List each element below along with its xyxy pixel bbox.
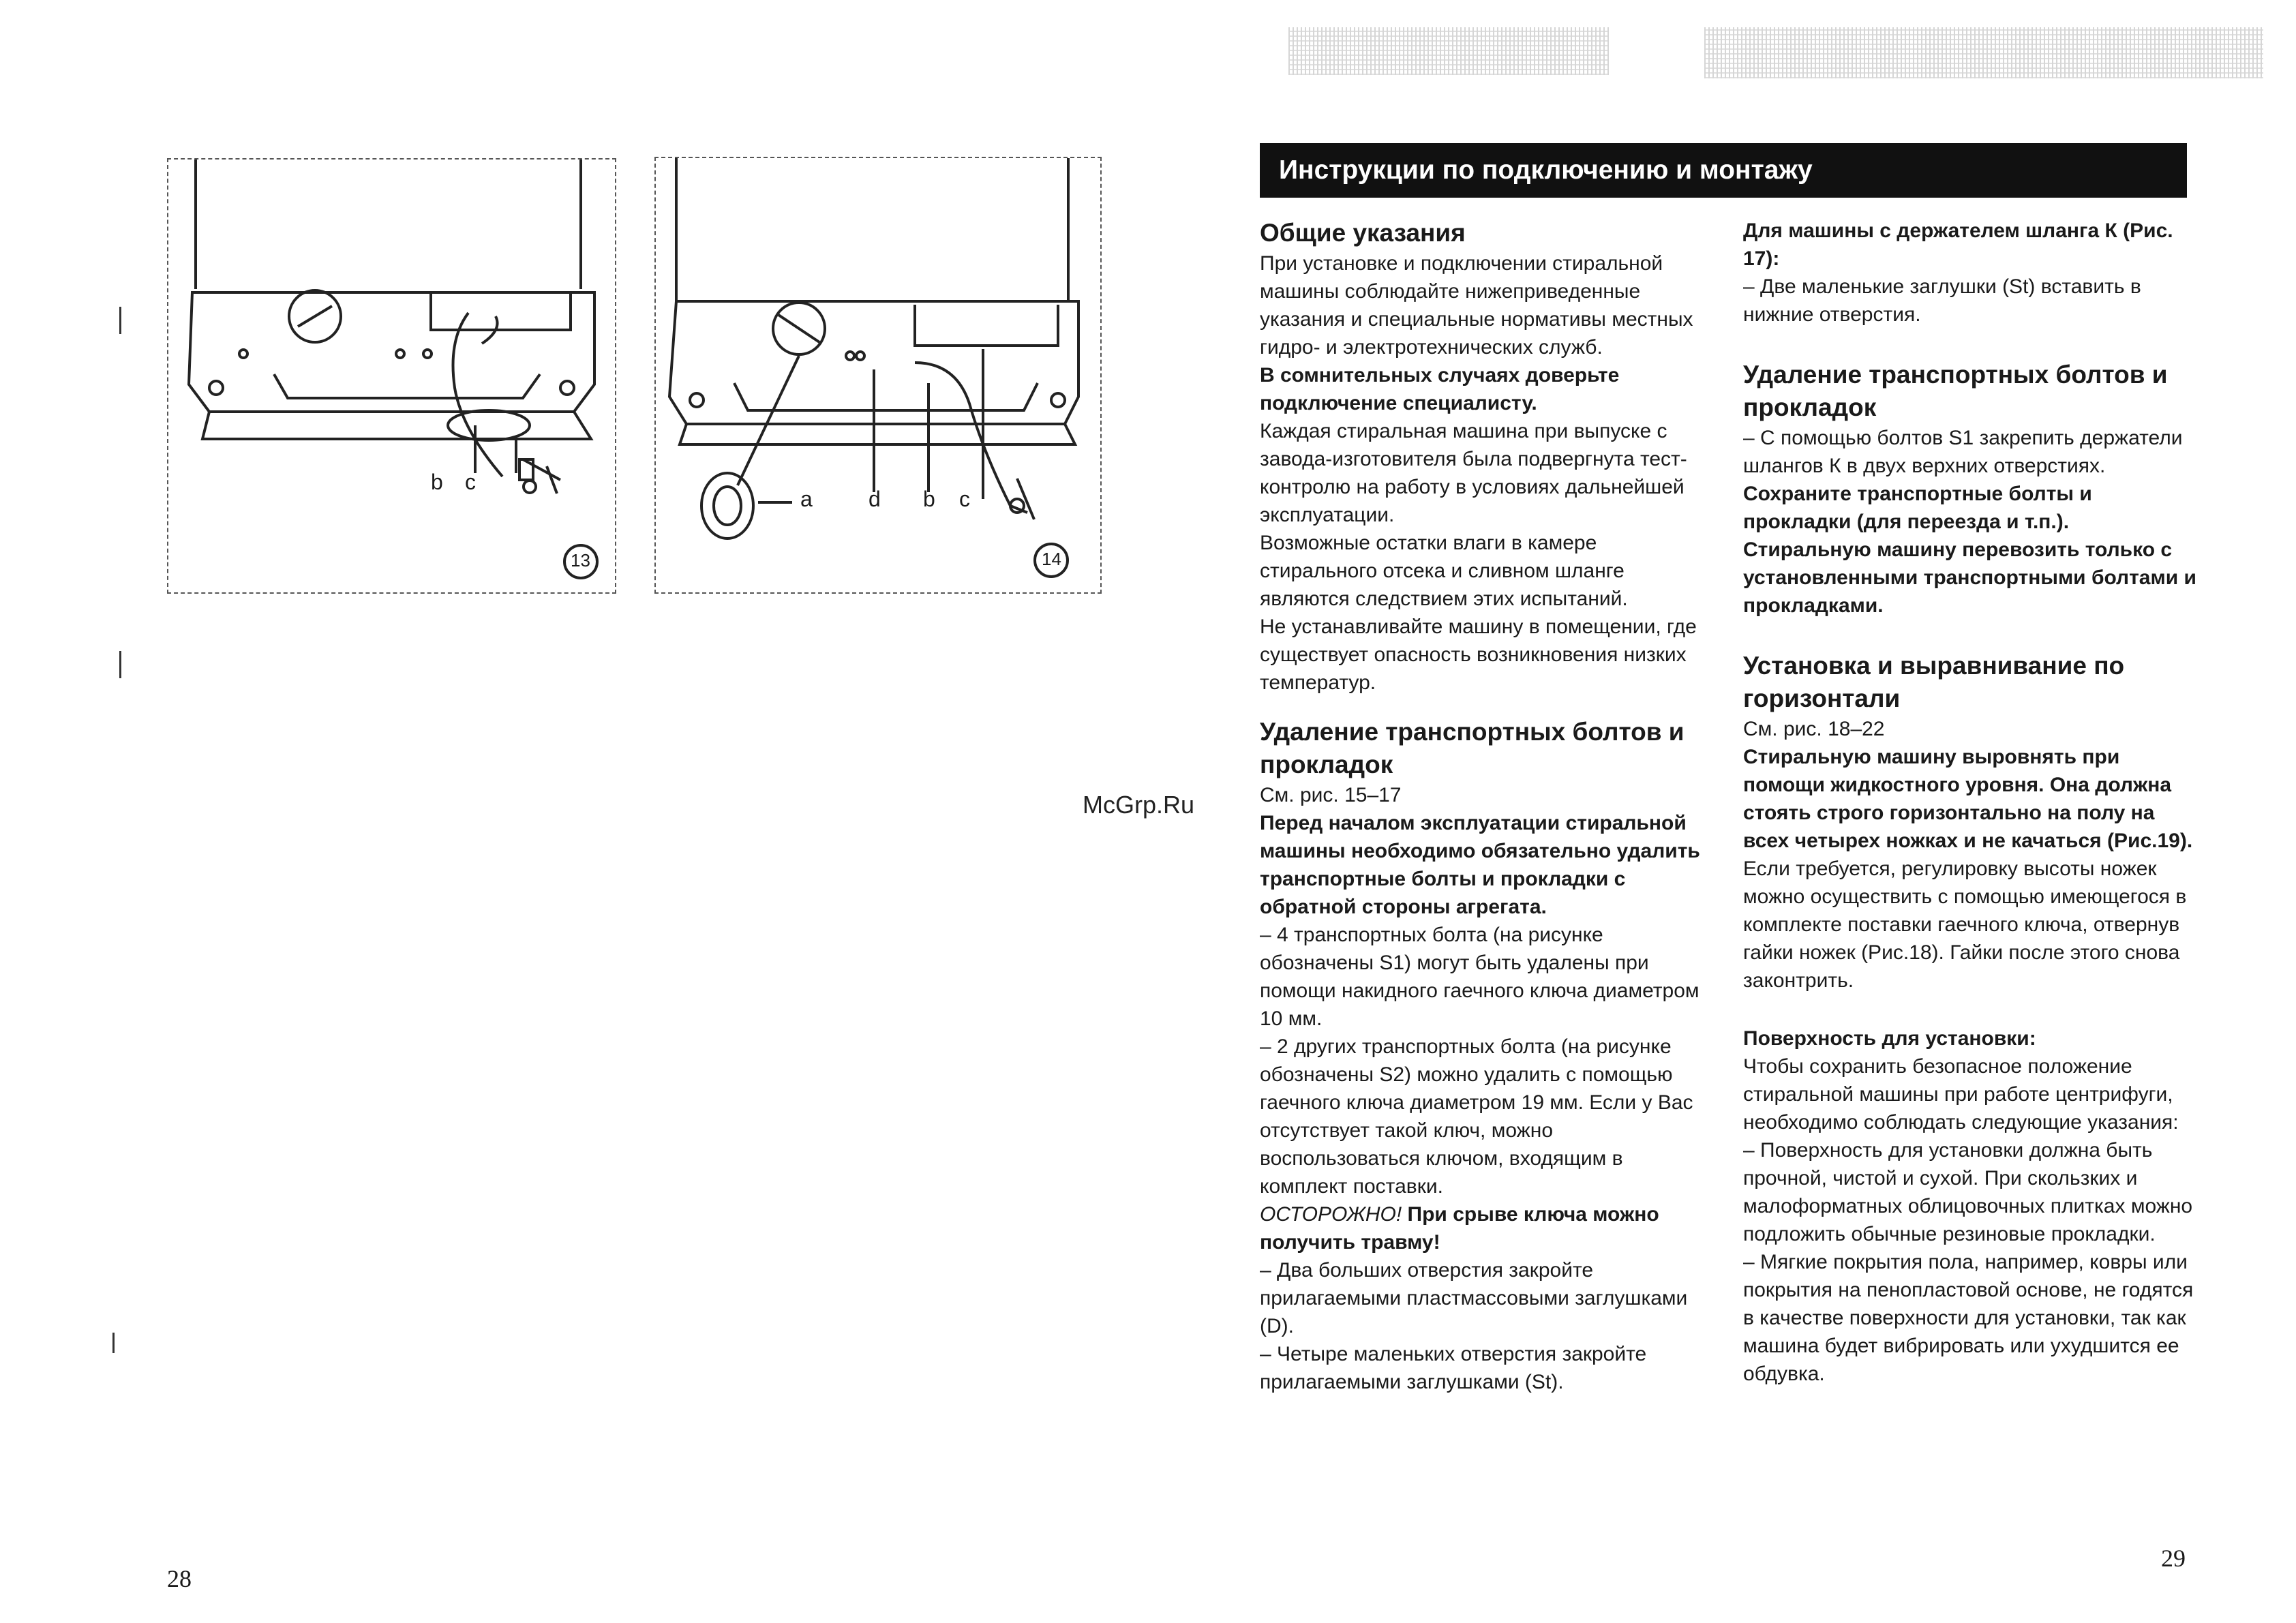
figure-14-drawing — [656, 158, 1100, 592]
text-column-left — [1260, 217, 1707, 1396]
scan-noise — [1704, 27, 2263, 78]
figure-14 — [654, 157, 1102, 594]
paragraph-bold: В сомнительных случаях доверьте подключение специалисту. — [1260, 364, 1620, 414]
figure-13-label-c: c — [465, 470, 476, 494]
paragraph: Возможные остатки влаги в камере стирального отсека и сливном шланге являются следствием этих испытаний. — [1260, 532, 1628, 610]
scan-noise — [1288, 27, 1609, 75]
margin-mark — [119, 307, 121, 334]
spacer — [1743, 620, 2196, 650]
list-item: – Поверхность для установки должна быть прочной, чистой и сухой. При скользких и малоформатных облицовочных плитках можно подложить обычные резиновые прокладки. — [1743, 1139, 2193, 1245]
page-number-right: 29 — [2161, 1545, 2186, 1572]
figure-14-number: 14 — [1042, 549, 1061, 569]
list-item: – Мягкие покрытия пола, например, ковры или покрытия на пенопластовой основе, не годятся в качестве поверхности для установки, так как машина будет вибрировать или ухудшится ее обдувка. — [1743, 1251, 2194, 1385]
heading-surface: Поверхность для установки: — [1743, 1027, 2036, 1050]
figure-13 — [167, 158, 616, 594]
list-item: – Две маленькие заглушки (St) вставить в нижние отверстия. — [1743, 275, 2141, 326]
figure-13-drawing — [168, 160, 615, 592]
list-item: – Четыре маленьких отверстия закройте прилагаемыми заглушками (St). — [1260, 1343, 1647, 1393]
figure-14-label-b: b — [923, 487, 935, 511]
figure-14-label-d: d — [868, 487, 881, 511]
list-item: – Два больших отверстия закройте прилагаемыми пластмассовыми заглушками (D). — [1260, 1259, 1688, 1337]
heading-leveling: Установка и выравнивание по горизонтали — [1743, 652, 2125, 712]
spacer — [1260, 697, 1707, 716]
heading-removal: Удаление транспортных болтов и прокладок — [1743, 361, 2168, 421]
caution-text: При срыве ключа можно получить травму! — [1260, 1203, 1659, 1254]
figure-14-label-c: c — [959, 487, 970, 511]
spacer — [1743, 329, 2196, 359]
watermark: McGrp.Ru — [1083, 791, 1195, 819]
paragraph-bold: Сохраните транспортные болты и прокладки (для переезда и т.п.). — [1743, 483, 2092, 533]
list-item: – С помощью болтов S1 закрепить держатели шлангов К в двух верхних отверстиях. — [1743, 427, 2183, 477]
text-column-right — [1743, 217, 2196, 1388]
paragraph: Чтобы сохранить безопасное положение стиральной машины при работе центрифуги, необходимо соблюдать следующие указания: — [1743, 1055, 2179, 1134]
paragraph: Если требуется, регулировку высоты ножек можно осуществить с помощью имеющегося в комплекте поставки гаечного ключа, отвернув гайки ножек (Рис.18). Гайки после этого снова законтрить. — [1743, 858, 2187, 992]
heading-holder: Для машины с держателем шланга К (Рис. 17): — [1743, 219, 2173, 270]
figure-reference: См. рис. 15–17 — [1260, 784, 1402, 806]
paragraph: При установке и подключении стиральной машины соблюдайте нижеприведенные указания и специальные нормативы местных гидро- и электротехнических служб. — [1260, 252, 1693, 359]
figure-13-number: 13 — [571, 550, 590, 571]
heading-transport: Удаление транспортных болтов и прокладок — [1260, 718, 1685, 778]
list-item: – 4 транспортных болта (на рисунке обозначены S1) могут быть удалены при помощи накидного гаечного ключа диаметром 10 мм. — [1260, 924, 1700, 1030]
figure-reference: См. рис. 18–22 — [1743, 718, 1885, 740]
caution — [1260, 1200, 1707, 1256]
page-number-left: 28 — [167, 1565, 192, 1592]
figure-14-label-a: a — [800, 487, 813, 511]
paragraph-bold: Стиральную машину выровнять при помощи жидкостного уровня. Она должна стоять строго горизонтально на полу на всех четырех ножках и не качаться (Рис.19). — [1743, 746, 2193, 852]
paragraph-bold: Перед началом эксплуатации стиральной машины необходимо обязательно удалить транспортные болты и прокладки с обратной стороны агрегата. — [1260, 812, 1700, 918]
paragraph-bold: Стиральную машину перевозить только с установленными транспортными болтами и прокладками. — [1743, 539, 2196, 617]
heading-general: Общие указания — [1260, 219, 1466, 247]
figure-13-label-b: b — [431, 470, 443, 494]
margin-mark — [112, 1333, 115, 1353]
margin-mark — [119, 651, 121, 678]
paragraph: Не устанавливайте машину в помещении, где существует опасность возникновения низких температур. — [1260, 616, 1697, 694]
spacer — [1743, 995, 2196, 1025]
list-item: – 2 других транспортных болта (на рисунке обозначены S2) можно удалить с помощью гаечного ключа диаметром 19 мм. Если у Вас отсутствует такой ключ, можно воспользоваться ключом, входящим в комплект поставки. — [1260, 1035, 1693, 1198]
paragraph: Каждая стиральная машина при выпуске с завода-изготовителя была подвергнута тест-контролю на работу в условиях дальнейшей эксплуатации. — [1260, 420, 1687, 526]
caution-label: ОСТОРОЖНО! — [1260, 1203, 1402, 1226]
section-header: Инструкции по подключению и монтажу — [1260, 143, 2187, 198]
